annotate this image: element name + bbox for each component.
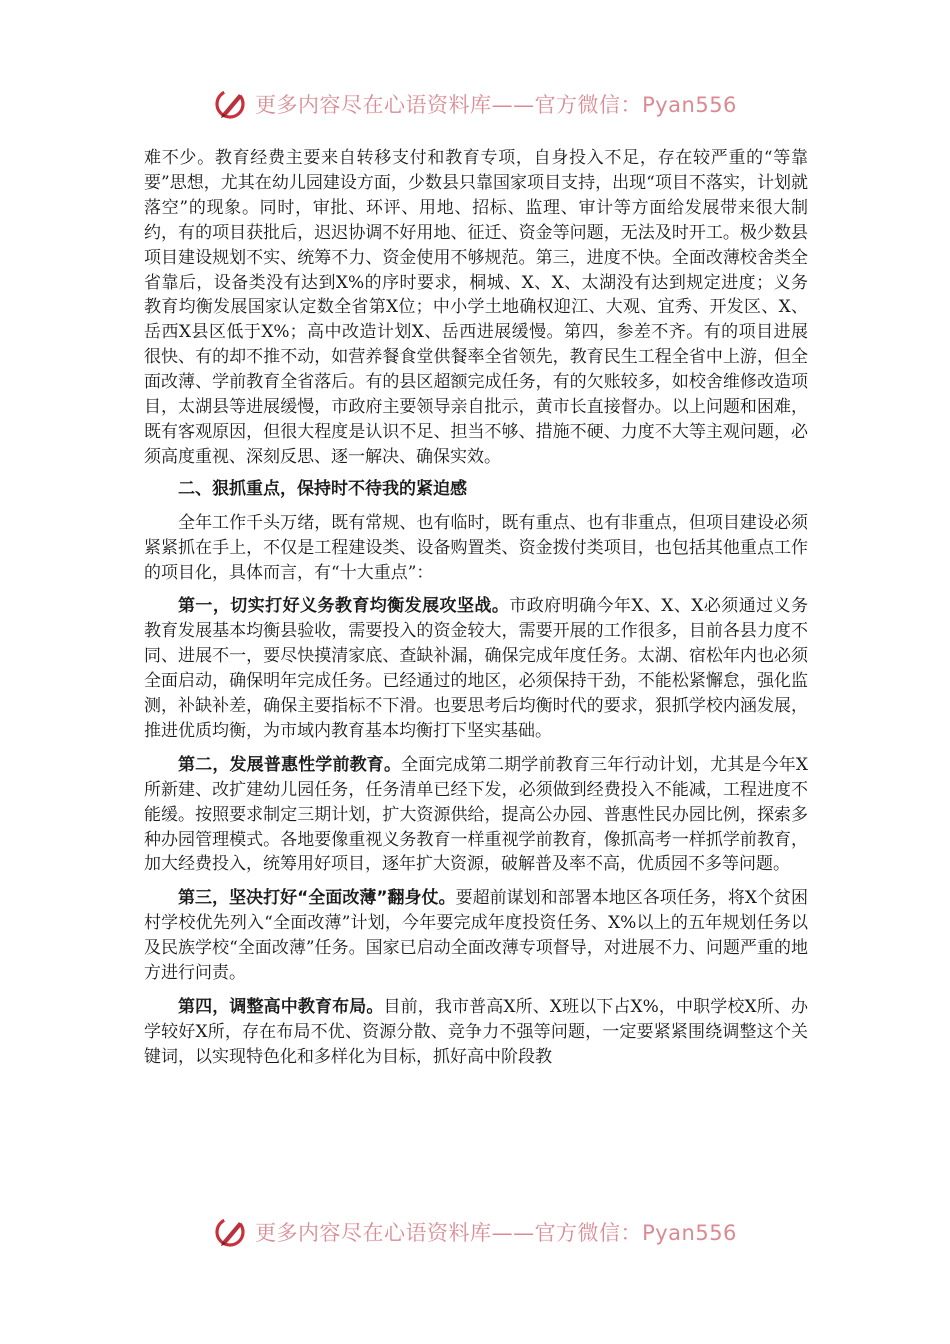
priority-3-text: 要超前谋划和部署本地区各项任务，将X个贫困村学校优先列入“全面改薄”计划，今年要完成年度投资任务、X%以上的五年规划任务以及民族学校“全面改薄”任务。国家已启动全面改薄专项督导，对进展不力、问题严重的地方进行问责。 [144,888,808,984]
paragraph-priority-2 [144,753,808,878]
pen-swirl-logo-icon [213,1214,249,1250]
priority-3-lead: 第三，坚决打好“全面改薄”翻身仗。 [178,888,456,909]
priority-4-text: 目前，我市普高X所、X班以下占X%，中职学校X所、办学较好X所，存在布局不优、资源分散、竞争力不强等问题，一定要紧紧围绕调整这个关键词，以实现特色化和多样化为目标，抓好高中阶段教 [144,997,809,1067]
watermark-banner-bottom [0,1212,950,1252]
watermark-text: 更多内容尽在心语资料库——官方微信：Pyan556 [255,93,737,117]
pen-swirl-logo-icon [213,86,249,122]
paragraph-problems: 难不少。教育经费主要来自转移支付和教育专项，自身投入不足，存在较严重的“等靠要”思想，尤其在幼儿园建设方面，少数县只靠国家项目支持，出现“项目不落实，计划就落空”的现象。同时，审批、环评、用地、招标、监理、审计等方面给发展带来很大制约，有的项目获批后，迟迟协调不好用地、征迁、资金等问题，无法及时开工。极少数县项目建设规划不实、统筹不力、资金使用不够规范。第三，进度不快。全面改薄校舍类全省靠后，设备类没有达到X%的序时要求，桐城、X、X、太湖没有达到规定进度；义务教育均衡发展国家认定数全省第X位；中小学土地确权迎江、大观、宜秀、开发区、X、岳西X县区低于X%；高中改造计划X、岳西进展缓慢。第四，参差不齐。有的项目进展很快、有的却不推不动，如营养餐食堂供餐率全省领先，教育民生工程全省中上游，但全面改薄、学前教育全省落后。有的县区超额完成任务，有的欠账较多，如校舍维修改造项目，太湖县等进展缓慢，市政府主要领导亲自批示，黄市长直接督办。以上问题和困难，既有客观原因，但很大程度是认识不足、担当不够、措施不硬、力度不大等主观问题，必须高度重视、深刻反思、逐一解决、确保实效。 [144,148,808,467]
paragraph-ten-priorities: 全年工作千头万绪，既有常规、也有临时，既有重点、也有非重点，但项目建设必须紧紧抓在手上，不仅是工程建设类、设备购置类、资金拨付类项目，也包括其他重点工作的项目化，具体而言，有“十大重点”： [144,512,808,583]
watermark-banner-top [0,84,950,124]
section-heading-2: 二、狠抓重点，保持时不待我的紧迫感 [178,478,467,499]
document-body [144,146,808,1070]
paragraph-priority-3 [144,886,808,986]
priority-2-text: 全面完成第二期学前教育三年行动计划，尤其是今年X所新建、改扩建幼儿园任务，任务清单已经下发，必须做到经费投入不能减，工程进度不能缓。按照要求制定三期计划，扩大资源供给，提高公办园、普惠性民办园比例，探索多种办园管理模式。各地要像重视义务教育一样重视学前教育，像抓高考一样抓学前教育，加大经费投入，统筹用好项目，逐年扩大资源，破解普及率不高，优质园不多等问题。 [144,754,809,875]
priority-2-lead: 第二，发展普惠性学前教育。 [178,754,402,775]
watermark-text: 更多内容尽在心语资料库——官方微信：Pyan556 [255,1221,737,1245]
paragraph-priority-1 [144,594,808,743]
priority-4-lead: 第四，调整高中教育布局。 [178,997,384,1017]
paragraph-priority-4 [144,995,808,1070]
priority-1-text: 市政府明确今年X、X、X必须通过义务教育发展基本均衡县验收，需要投入的资金较大，需要开展的工作很多，目前各县力度不同、进展不一，要尽快摸清家底、查缺补漏，确保完成年度任务。太湖、宿松年内也必须全面启动，确保明年完成任务。已经通过的地区，必须保持干劲，不能松紧懈怠，强化监测，补缺补差，确保主要指标不下滑。也要思考后均衡时代的要求，狠抓学校内涵发展，推进优质均衡，为市域内教育基本均衡打下坚实基础。 [144,596,808,741]
priority-1-lead: 第一，切实打好义务教育均衡发展攻坚战。 [178,596,510,617]
